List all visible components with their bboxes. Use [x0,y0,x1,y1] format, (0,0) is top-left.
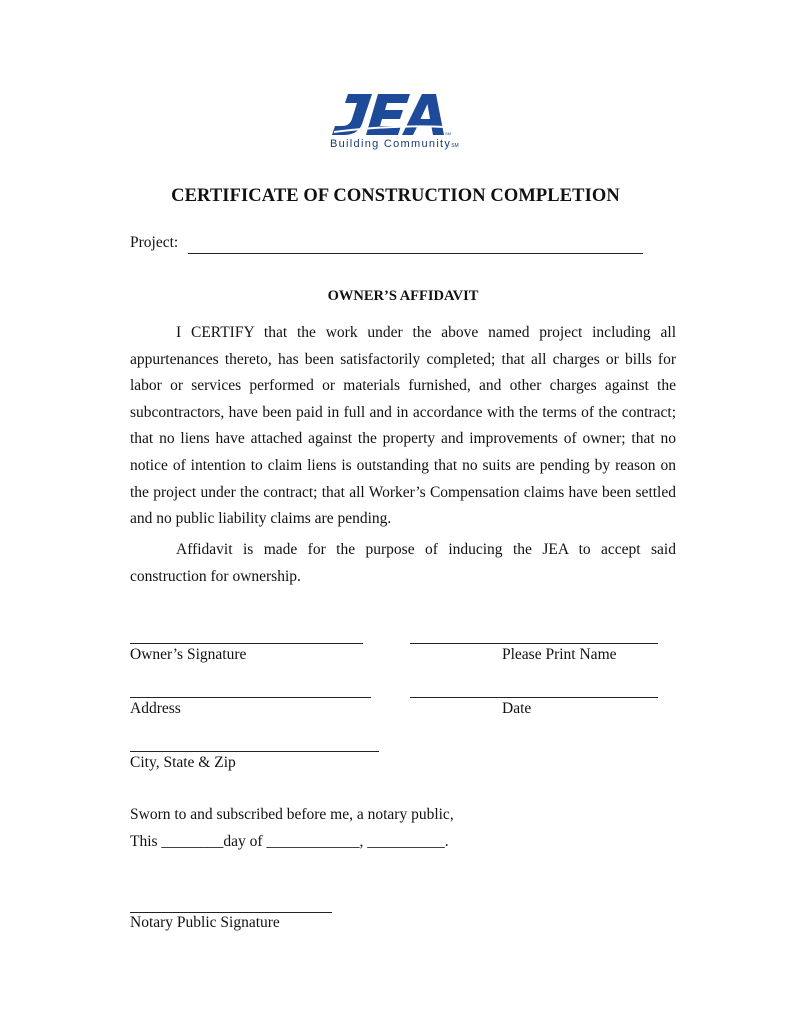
notary-date-line[interactable]: This ________day of ____________, __________. [130,833,449,850]
address-field[interactable] [130,697,371,698]
notary-signature-field[interactable] [130,912,332,913]
owner-signature-field[interactable] [130,643,363,644]
affidavit-paragraph-2: Affidavit is made for the purpose of inducing the JEA to accept said construction for ownership. [130,541,676,585]
project-label: Project: [130,234,179,251]
affidavit-heading: OWNER’S AFFIDAVIT [327,288,479,304]
print-name-field[interactable] [410,643,658,644]
city-state-zip-field[interactable] [130,751,379,752]
notary-sworn-text: Sworn to and subscribed before me, a notary public, [130,806,454,823]
document-title: CERTIFICATE OF CONSTRUCTION COMPLETION [171,186,620,206]
date-field[interactable] [410,697,658,698]
city-state-zip-label: City, State & Zip [130,754,236,771]
logo-tm-mark: SM [445,131,451,136]
project-field[interactable] [188,253,643,254]
jea-logo [326,88,486,158]
jea-logo-mark [326,88,451,138]
owner-signature-label: Owner’s Signature [130,646,247,663]
logo-tagline: Building CommunitySM [330,138,459,150]
notary-signature-label: Notary Public Signature [130,914,280,931]
print-name-label: Please Print Name [502,646,617,663]
address-label: Address [130,700,181,717]
date-label: Date [502,700,532,717]
affidavit-paragraph-1: I CERTIFY that the work under the above named project including all appurtenances thereto, has been satisfactorily completed; that all charges or bills for labor or services performed or materials furnished, and other charges against the subcontractors, have been paid in full and in accordance with the terms of the contract; that no liens have attached against the property and improvements of owner; that no notice of intention to claim liens is outstanding that no suits are pending by reason on the project under the contract; that all Worker’s Compensation claims have been settled and no public liability claims are pending. [130,324,676,528]
